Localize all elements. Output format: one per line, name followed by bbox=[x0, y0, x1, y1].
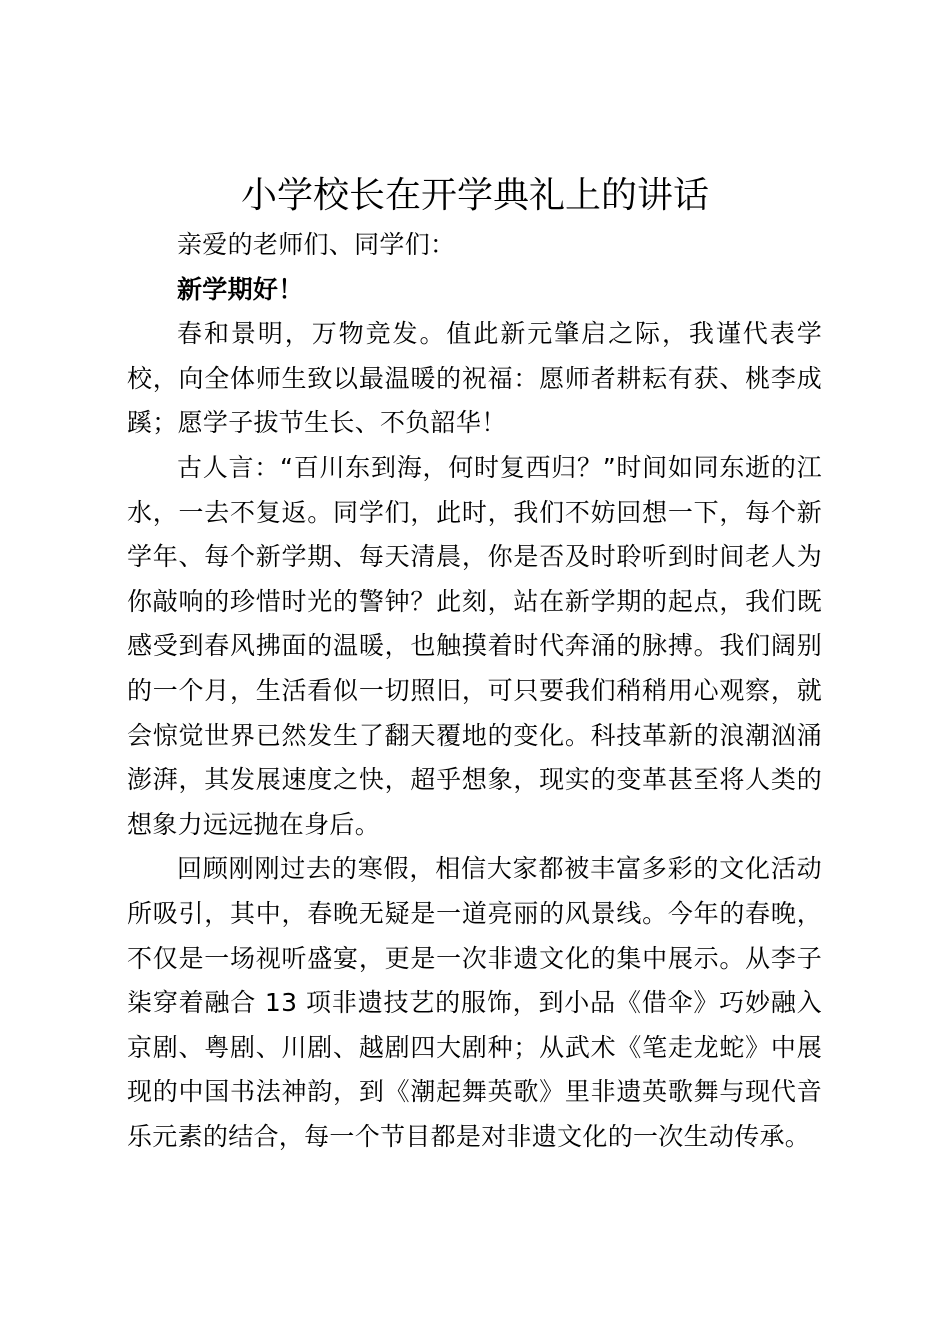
paragraph-3: 回顾刚刚过去的寒假，相信大家都被丰富多彩的文化活动所吸引，其中，春晚无疑是一道亮丽的风景线。今年的春晚，不仅是一场视听盛宴，更是一次非遗文化的集中展示。从李子柒穿着融合 13 项非遗技艺的服饰，到小品《借伞》巧妙融入京剧、粤剧、川剧、越剧四大剧种；从武术《笔走龙蛇》中展现的中国书法神韵，到《潮起舞英歌》里非遗英歌舞与现代音乐元素的结合，每一个节目都是对非遗文化的一次生动传承。 bbox=[127, 854, 822, 1151]
paragraph-2: 古人言：“百川东到海，何时复西归？”时间如同东逝的江水，一去不复返。同学们，此时，我们不妨回想一下，每个新学年、每个新学期、每天清晨，你是否及时聆听到时间老人为你敲响的珍惜时光的警钟？此刻，站在新学期的起点，我们既感受到春风拂面的温暖，也触摸着时代奔涌的脉搏。我们阔别的一个月，生活看似一切照旧，可只要我们稍稍用心观察，就会惊觉世界已然发生了翻天覆地的变化。科技革新的浪潮汹涌澎湃，其发展速度之快，超乎想象，现实的变革甚至将人类的想象力远远抛在身后。 bbox=[127, 452, 822, 839]
greeting: 新学期好！ bbox=[177, 274, 304, 304]
paragraph-1: 春和景明，万物竞发。值此新元肇启之际，我谨代表学校，向全体师生致以最温暖的祝福：愿师者耕耘有获、桃李成蹊；愿学子拔节生长、不负韶华！ bbox=[127, 319, 822, 438]
salutation: 亲爱的老师们、同学们： bbox=[177, 230, 456, 259]
document-body bbox=[127, 223, 822, 1159]
document-title: 小学校长在开学典礼上的讲话 bbox=[240, 175, 709, 216]
